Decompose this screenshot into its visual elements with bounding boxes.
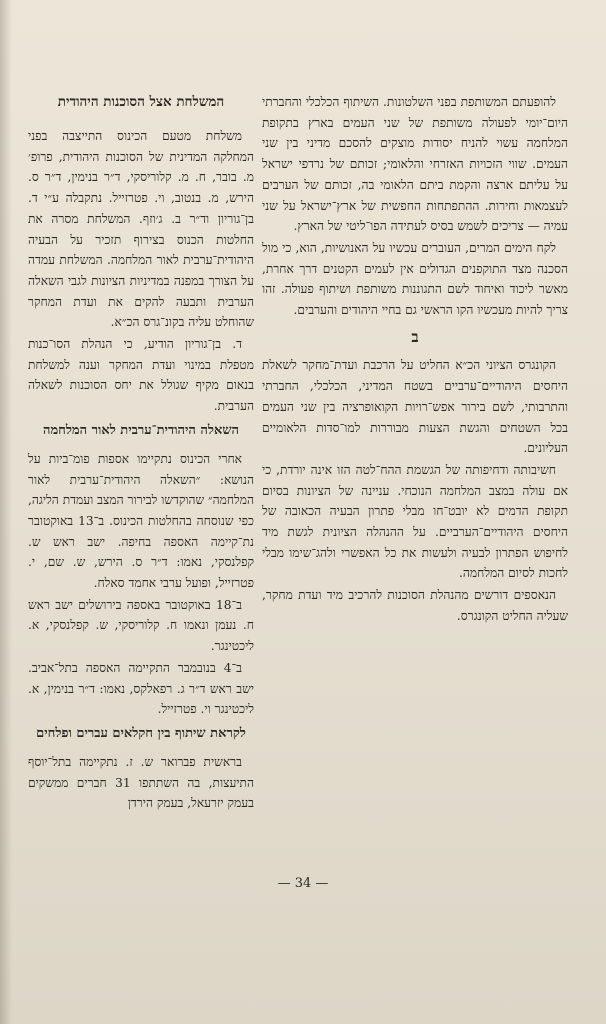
- paragraph: ב־4 בנובמבר התקיימה האספה בתל־אביב. ישב ראש ד״ר ג. רפאלקס, נאמו: ד״ר בנימין, א. ליכטינגר וי. פטרזייל.: [28, 660, 254, 717]
- paragraph: הקונגרס הציוני הכ״א החליט על הרכבת ועדת־מחקר לשאלת היחסים היהודיים־ערביים בשטח המדיני, הכלכלי, החברתי והתרבותי, לשם בירור אפש־רויות הקואופרציה בין שני העמים בכל השטחים והגשת הצעות מבוררות למו־סדות הלאומיים העליונים.: [262, 358, 568, 456]
- paragraph: ב־18 באוקטובר באספה בירושלים ישב ראש ח. נעמן ונאמו ח. קלוריסקי, ש. קפלנסקי, א. ליכטינגר.: [28, 597, 254, 654]
- binding-shadow: [0, 0, 12, 1024]
- paragraph: משלחת מטעם הכינוס התייצבה בפני המחלקה המדינית של הסוכנות היהודית, פרופ׳ מ. בובר, ח. מ. קלוריסקי, ד״ר בנימין, ד״ר ס. הירש, מ. בנטוב, וי. פטרזייל. נתקבלה ע״י ד. בן־גוריון וד״ר ב. ג׳וזף. המשלחת מסרה את החלטות הכנוס בצירוף תזכיר על הבעיה היהודית־ערבית לאור המלחמה. המשלחת עמדה על הצורך במפנה במדיניות הציונות לגבי השאלה הערבית ותבעה להקים את ועדת המחקר שהוחלט עליה בקונ־גרס הכ״א.: [28, 129, 254, 330]
- paragraph: להופעתם המשותפת בפני השלטונות. השיתוף הכלכלי והחברתי היום־יומי לפעולה משותפת של שני העמים בארץ בתקופת המלחמה עשוי להניח יסודות מוצקים להסכם מדיני בין שני העמים. שווי הזכויות האזרחי והלאומי; זכותם של נרדפי ישראל על עליתם ארצה והקמת ביתם הלאומי בה, זכותם של הערבים לעצמאות וחירות. ההתפתחות החפשית של ארץ־ישראל על שני עמיה — צריכים לשמש בסיס לעתידה הפו־ליטי של הארץ.: [262, 95, 568, 234]
- paragraph: ד. בן־גוריון הודיע, כי הנהלת הסו־כנות מטפלת במינוי ועדת המחקר וענה למשלחת בנאום מקיף שגולל את יחס הסוכנות לשאלה הערבית.: [28, 337, 254, 414]
- section-heading: המשלחת אצל הסוכנות היהודית: [57, 94, 225, 110]
- left-column: [28, 92, 254, 815]
- section-heading: השאלה היהודית־ערבית לאור המלחמה: [42, 422, 240, 438]
- paragraph: לקח הימים המרים, העוברים עכשיו על האנושיות, הוא, כי מול הסכנה מצד התוקפנים הגדולים אין לעמים הקטנים דרך אחרת, מאשר ליכוד ואיחוד לשם התגוננות משותפת ושיתוף פעולה. זהו צריך להיות מעכשיו הקו הראשי גם בחיי היהודים והערבים.: [262, 240, 568, 318]
- paragraph: אחרי הכינוס נתקיימו אספות פומ־ביות על הנושא: ״השאלה היהודית־ערבית לאור המלחמה״ שהוקדשו לבירור המצב ועמדת הליגה, כפי שנוסחה בהחלטות הכינוס. ב־13 באוקטובר נת־קיימה האספה בחיפה. ישב ראש ש. קפלנסקי, נאמו: ד״ר ס. הירש, ש. שם, י. פטרזייל, ופועל ערבי אחמד סאלח.: [28, 451, 254, 591]
- section-heading: לקראת שיתוף בין חקלאים עברים ופלחים: [36, 725, 246, 741]
- section-mark: ב: [411, 327, 419, 346]
- right-column: [262, 92, 568, 628]
- page-number: — 34 —: [277, 876, 329, 891]
- paragraph: חשיבותה ודחיפותה של הגשמת ההח־לטה הזו אינה יורדת, כי אם עולה במצב המלחמה הנוכחי. עניינה של הציונות בסיום תקופת הדמים לא יובט־חו מבלי פתרון הבעיה הכאובה של היחסים היהודיים־הערביים. על ההנהלה הציונית לגשת מיד לחיפוש הפתרון לבעיה ולעשות את כל האפשרי ולהג־שימו מבלי לחכות לסיום המלחמה.: [262, 462, 568, 581]
- paragraph: בראשית פברואר ש. ז. נתקיימה בתל־יוסף התיעצות, בה השתתפו 31 חברים ממשקים בעמק יזרעאל, בעמק הירדן: [28, 754, 254, 811]
- paragraph: הנאספים דורשים מהנהלת הסוכנות להרכיב מיד ועדת מחקר, שעליה החליט הקונגרס.: [262, 588, 568, 623]
